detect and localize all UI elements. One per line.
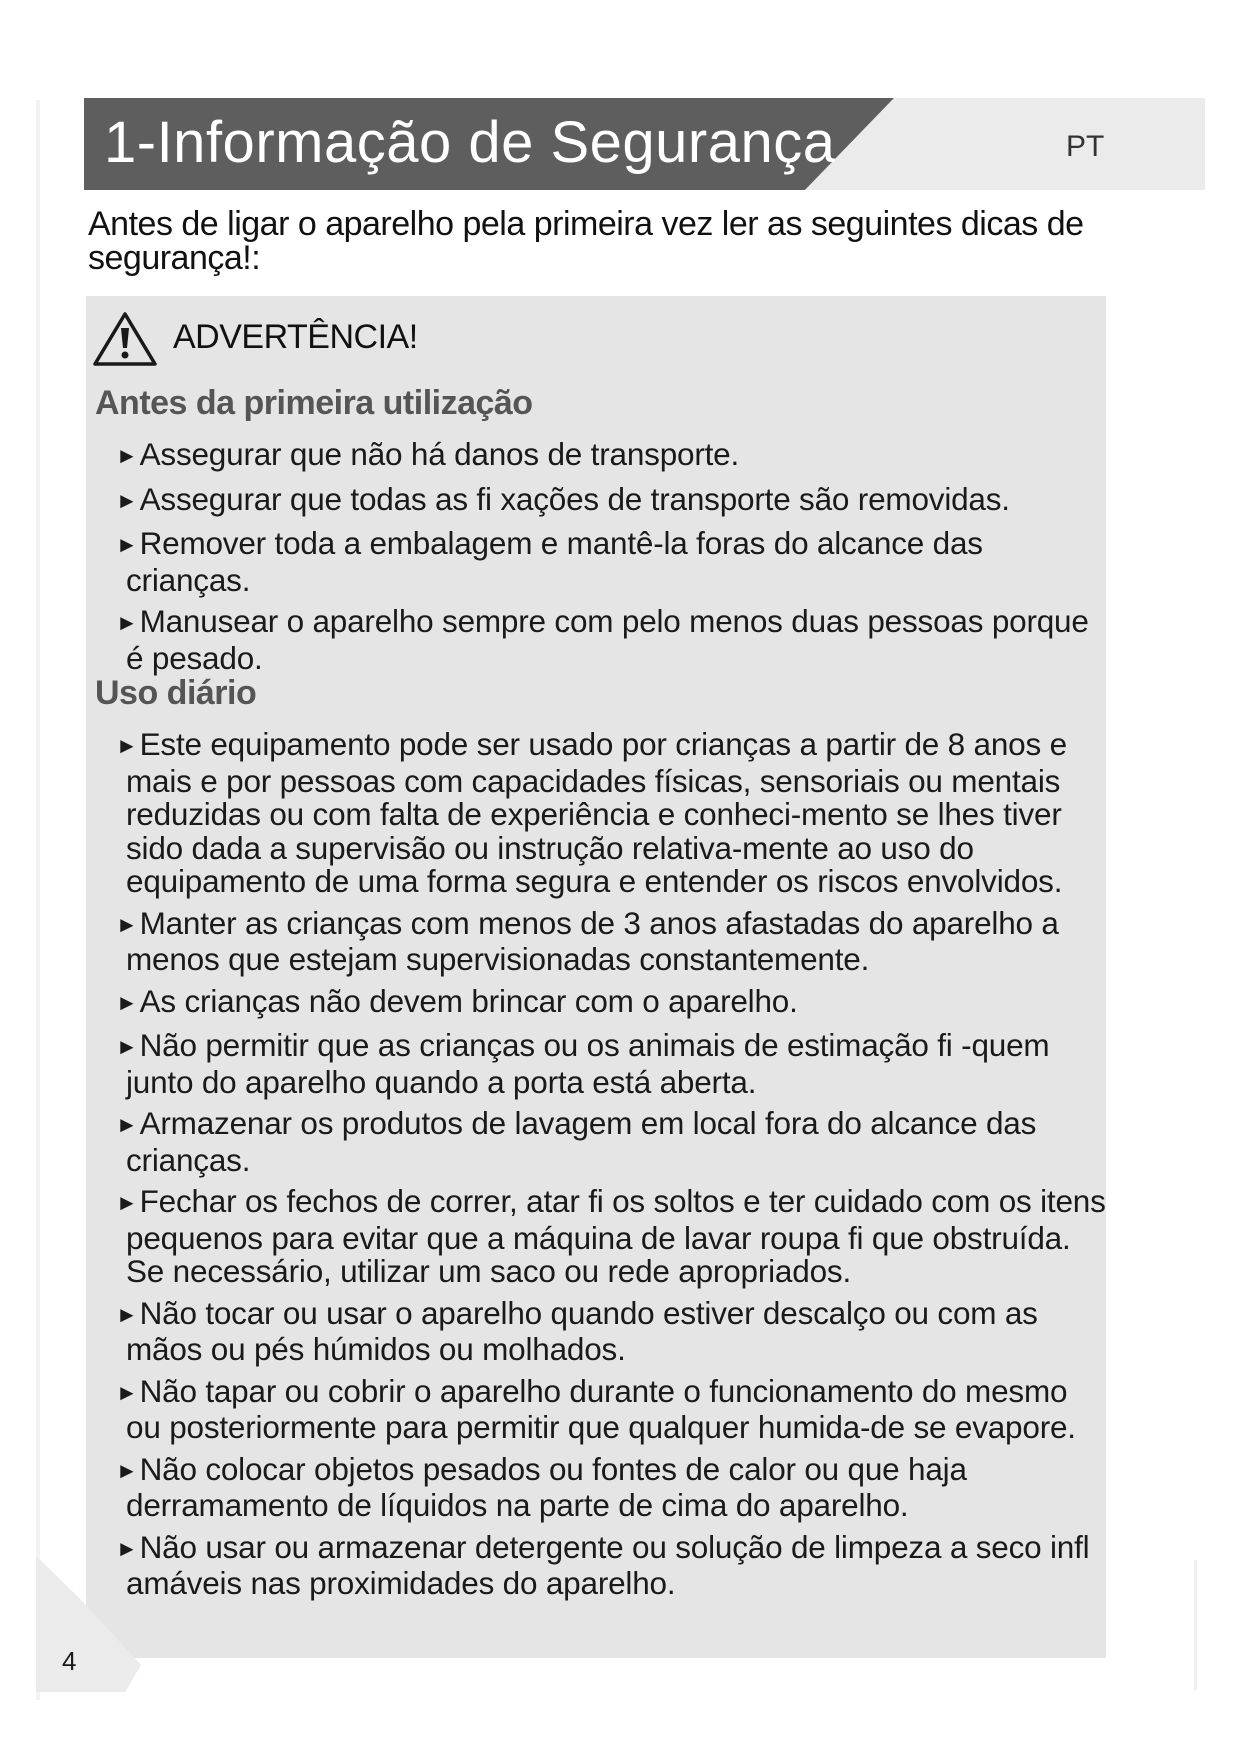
list-item: ►Manusear o aparelho sempre com pelo menos duas pessoas porque é pesado.	[116, 603, 1089, 676]
list-item: ►Assegurar que todas as fi xações de transporte são removidas.	[116, 480, 1010, 517]
list-item: ►Este equipamento pode ser usado por crianças a partir de 8 anos e mais e por pessoas com capacidades físicas, sensoriais ou mentais reduzidas ou com falta de experiência e conheci-mento se lhes tiver sido dada a supervisão ou instrução relativa-mente ao uso do equipamento de uma forma segura e entender os riscos envolvidos.	[116, 726, 1067, 899]
bullet-arrow-icon: ►	[116, 733, 138, 758]
section-heading-before-first-use: Antes da primeira utilização	[95, 384, 533, 422]
bullet-arrow-icon: ►	[116, 1301, 138, 1327]
page-title: 1-Informação de Segurança	[104, 110, 836, 175]
intro-text: Antes de ligar o aparelho pela primeira vez ler as seguintes dicas de segurança!:	[88, 205, 1084, 277]
bullet-arrow-icon: ►	[116, 1379, 138, 1405]
bullet-arrow-icon: ►	[116, 443, 138, 468]
bullet-arrow-icon: ►	[116, 610, 138, 635]
bullet-arrow-icon: ►	[116, 1190, 138, 1215]
bullet-arrow-icon: ►	[116, 911, 138, 937]
language-code: PT	[1066, 130, 1105, 163]
page-number: 4	[62, 1646, 77, 1676]
list-item: ►Não tapar ou cobrir o aparelho durante o funcionamento do mesmo ou posteriormente para permitir que qualquer humida-de se evapore.	[116, 1372, 1076, 1445]
bullet-arrow-icon: ►	[116, 989, 138, 1015]
section-heading-daily-use: Uso diário	[95, 674, 257, 712]
warning-triangle-icon	[92, 310, 158, 368]
warning-title: ADVERTÊNCIA!	[173, 318, 418, 356]
list-item: ►Manter as crianças com menos de 3 anos afastadas do aparelho a menos que estejam supervisionadas constantemente.	[116, 904, 1059, 977]
list-item: ►Não permitir que as crianças ou os animais de estimação fi -quem junto do aparelho quando a porta está aberta.	[116, 1027, 1050, 1100]
list-item: ►Armazenar os produtos de lavagem em local fora do alcance das crianças.	[116, 1105, 1037, 1178]
page-frame-left	[36, 100, 40, 1700]
list-item: ►Não colocar objetos pesados ou fontes de calor ou que haja derramamento de líquidos na parte de cima do aparelho.	[116, 1450, 967, 1523]
bullet-arrow-icon: ►	[116, 487, 138, 513]
list-item: ►Não usar ou armazenar detergente ou solução de limpeza a seco infl amáveis nas proximidades do aparelho.	[116, 1528, 1090, 1601]
list-item: ►Remover toda a embalagem e mantê-la foras do alcance das crianças.	[116, 525, 983, 598]
list-item: ►Assegurar que não há danos de transporte.	[116, 436, 740, 472]
bullet-arrow-icon: ►	[116, 1535, 138, 1561]
bullet-arrow-icon: ►	[116, 532, 138, 557]
bullet-arrow-icon: ►	[116, 1112, 138, 1137]
list-item: ►As crianças não devem brincar com o aparelho.	[116, 982, 798, 1019]
bullet-arrow-icon: ►	[116, 1457, 138, 1483]
before-first-use-list	[116, 438, 1110, 683]
daily-use-list	[116, 728, 1110, 1609]
list-item: ►Fechar os fechos de correr, atar fi os soltos e ter cuidado com os itens pequenos para evitar que a máquina de lavar roupa fi que obstruída. Se necessário, utilizar um saco ou rede apropriados.	[116, 1183, 1106, 1289]
page-frame-right	[1194, 1560, 1197, 1690]
list-item: ►Não tocar ou usar o aparelho quando estiver descalço ou com as mãos ou pés húmidos ou molhados.	[116, 1294, 1038, 1367]
bullet-arrow-icon: ►	[116, 1034, 138, 1059]
